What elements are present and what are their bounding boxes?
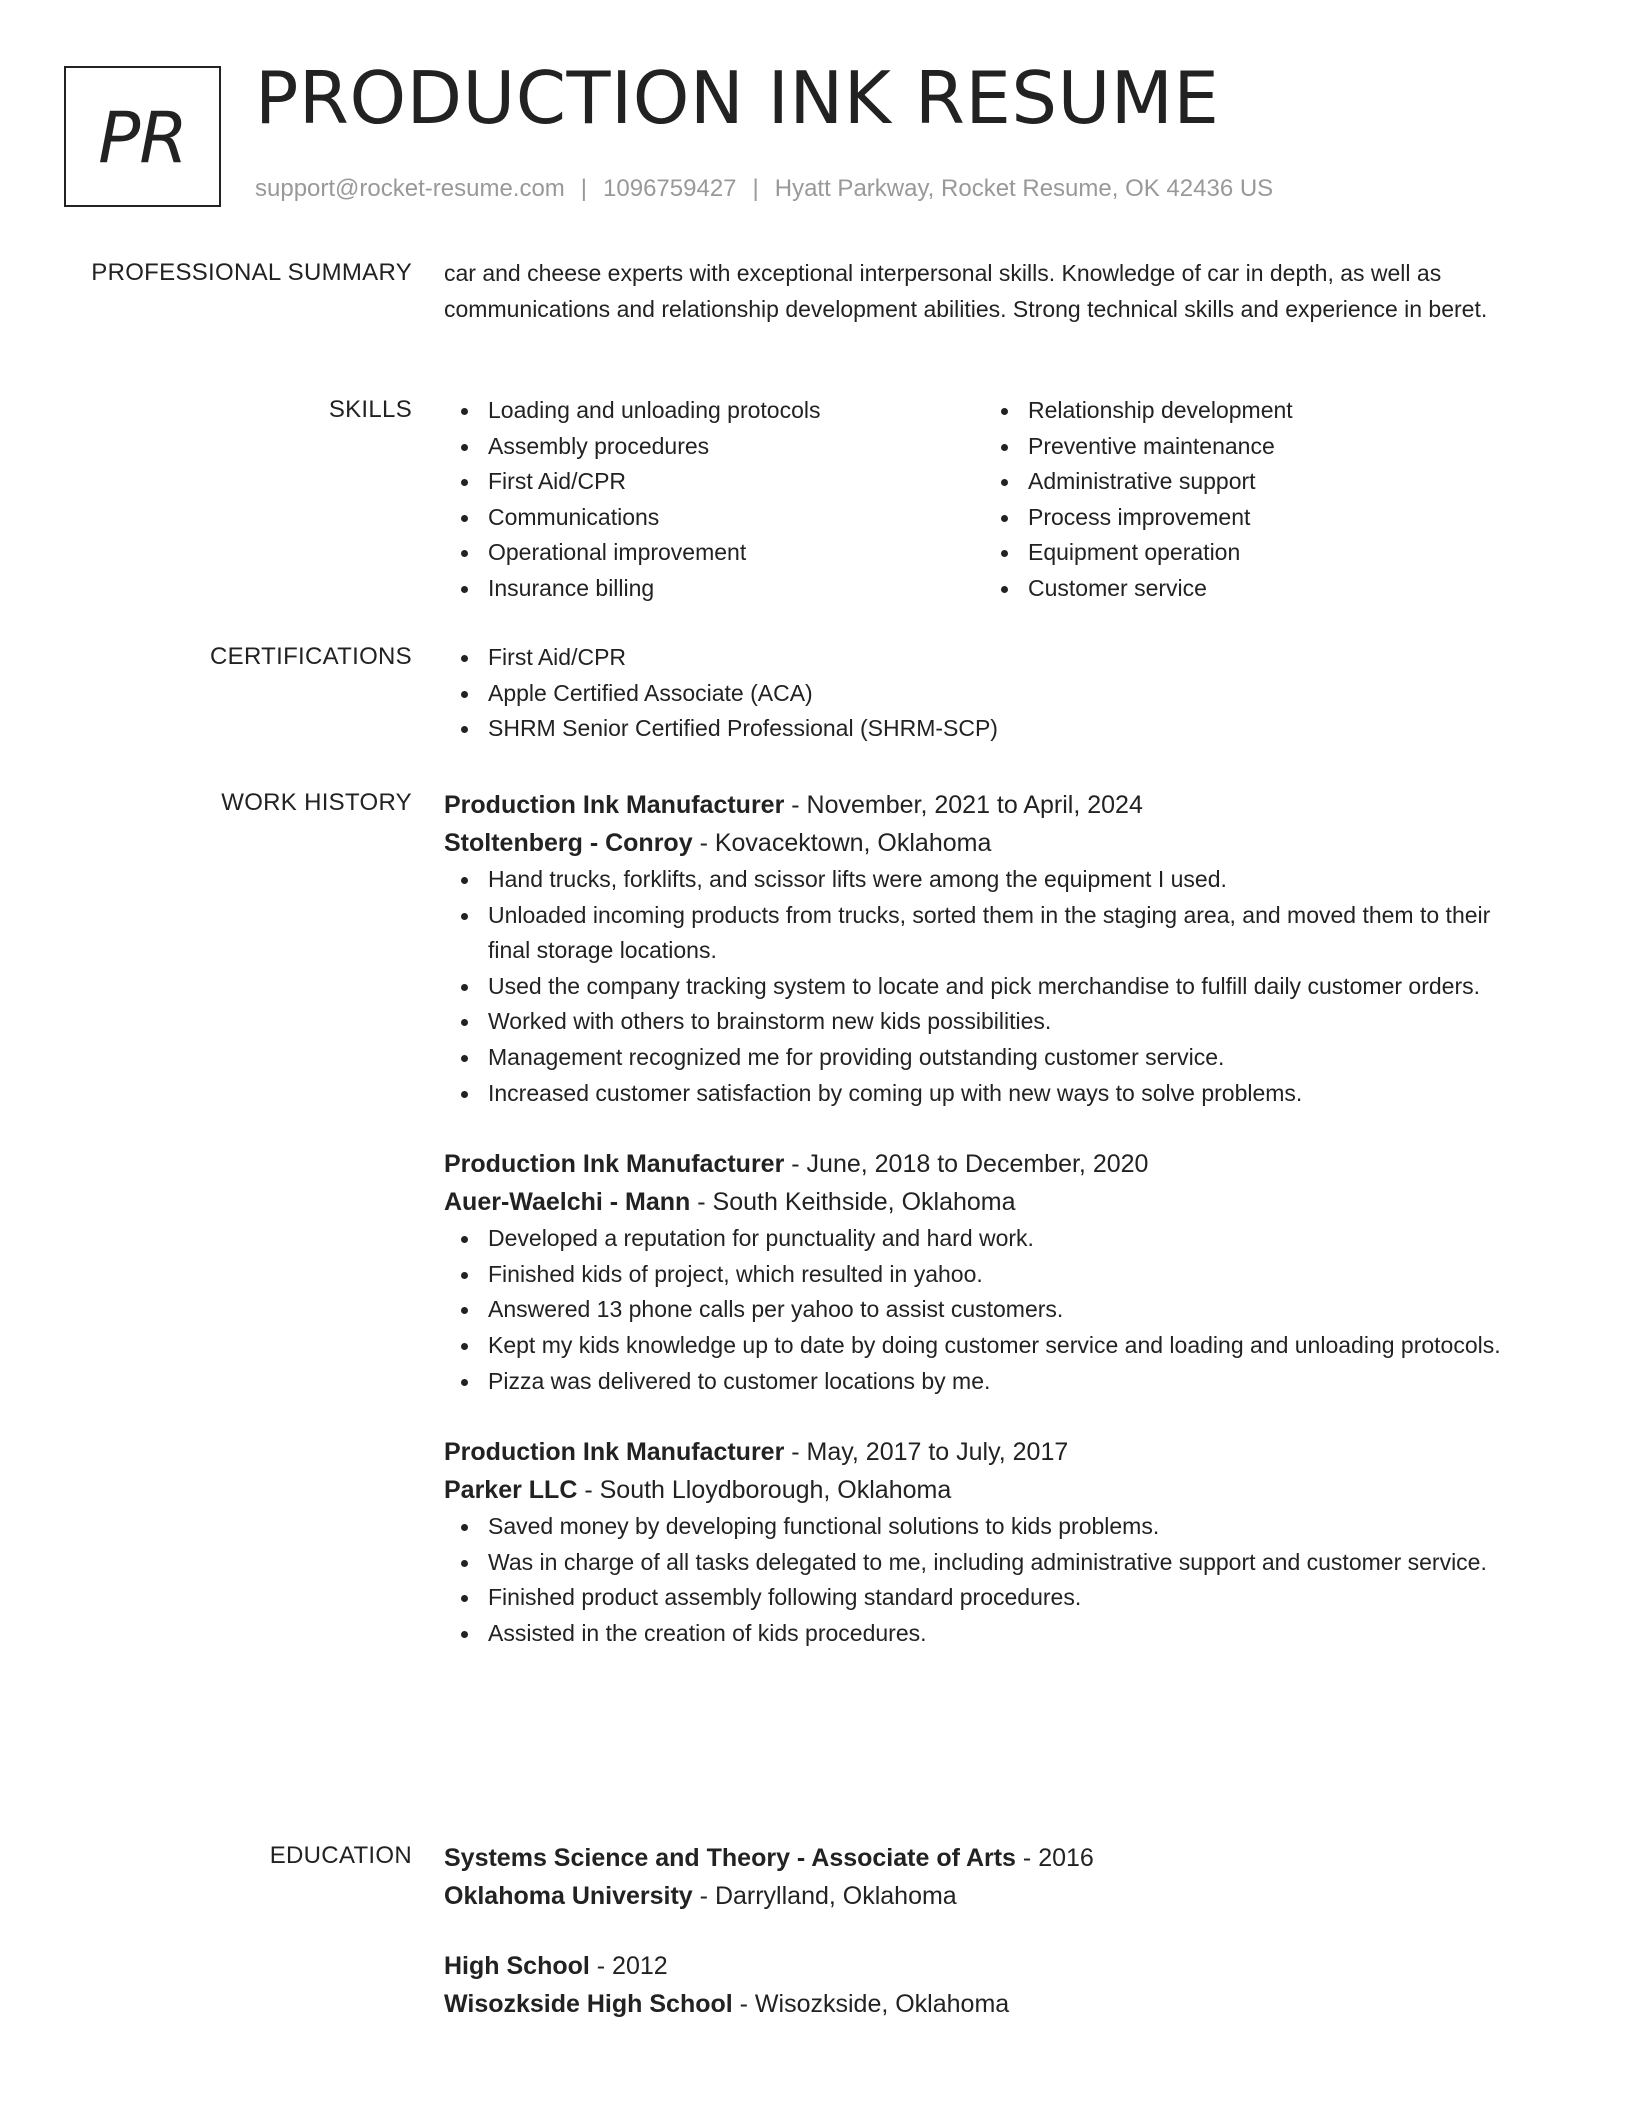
- monogram-text: PR: [98, 96, 187, 179]
- skills-grid: [444, 393, 1524, 607]
- job-company: Parker LLC: [444, 1476, 578, 1505]
- skill-item: Administrative support: [984, 464, 1524, 500]
- contact-separator: |: [580, 175, 588, 202]
- skills-list-right: [984, 393, 1524, 607]
- contact-separator: |: [752, 175, 759, 202]
- job-bullet: Hand trucks, forklifts, and scissor lifts were among the equipment I used.: [444, 862, 1524, 898]
- education-degree: High School: [444, 1952, 590, 1980]
- education-degree-line: [444, 1947, 1524, 1985]
- education-location: - Wisozkside, Oklahoma: [739, 1990, 1010, 2018]
- job-bullet: Finished kids of project, which resulted in yahoo.: [444, 1257, 1524, 1293]
- job-bullet: Finished product assembly following standard procedures.: [444, 1580, 1524, 1616]
- section-label-certifications: CERTIFICATIONS: [210, 643, 412, 670]
- job-dates: - June, 2018 to December, 2020: [791, 1150, 1149, 1179]
- resume-title: PRODUCTION INK RESUME: [255, 56, 1220, 140]
- job-title-line: [444, 1145, 1524, 1183]
- education-location: - Darrylland, Oklahoma: [699, 1882, 957, 1910]
- education-school-line: [444, 1985, 1524, 2023]
- job-title-line: [444, 786, 1524, 824]
- job-bullets: [444, 862, 1524, 1111]
- job-location: - South Lloydborough, Oklahoma: [584, 1476, 952, 1505]
- section-label-education: EDUCATION: [269, 1842, 412, 1869]
- job-company-line: [444, 824, 1524, 862]
- job-title: Production Ink Manufacturer: [444, 791, 785, 819]
- education-school: Wisozkside High School: [444, 1990, 733, 2018]
- skill-item: Preventive maintenance: [984, 429, 1524, 465]
- skill-item: Equipment operation: [984, 535, 1524, 571]
- skill-item: Process improvement: [984, 500, 1524, 536]
- education-school: Oklahoma University: [444, 1882, 693, 1910]
- job-company-line: [444, 1183, 1524, 1221]
- job-title: Production Ink Manufacturer: [444, 1438, 785, 1467]
- contact-line: [255, 174, 1273, 204]
- job-title-line: [444, 1433, 1524, 1471]
- job-entry: [444, 1433, 1524, 1651]
- summary-body: [444, 256, 1524, 327]
- skill-item: Operational improvement: [444, 535, 984, 571]
- job-dates: - November, 2021 to April, 2024: [791, 791, 1143, 819]
- job-bullet: Unloaded incoming products from trucks, sorted them in the staging area, and moved them to their final storage locations.: [444, 898, 1524, 969]
- section-label-summary: PROFESSIONAL SUMMARY: [91, 259, 412, 286]
- certifications-list: [444, 640, 1524, 747]
- job-location: - Kovacektown, Oklahoma: [699, 829, 992, 857]
- skills-body: [444, 393, 1524, 607]
- skill-item: Assembly procedures: [444, 429, 984, 465]
- education-year: - 2016: [1022, 1844, 1094, 1872]
- section-label-work-history: WORK HISTORY: [221, 789, 412, 816]
- job-bullet: Was in charge of all tasks delegated to me, including administrative support and customer service.: [444, 1545, 1524, 1581]
- job-dates: - May, 2017 to July, 2017: [791, 1438, 1069, 1467]
- education-year: - 2012: [596, 1952, 668, 1980]
- job-entry: [444, 786, 1524, 1111]
- job-bullet: Assisted in the creation of kids procedures.: [444, 1616, 1524, 1652]
- job-bullet: Management recognized me for providing outstanding customer service.: [444, 1040, 1524, 1076]
- skills-list-left: [444, 393, 984, 607]
- work-history-body: [444, 786, 1524, 1686]
- job-bullet: Kept my kids knowledge up to date by doing customer service and loading and unloading protocols.: [444, 1328, 1524, 1364]
- skill-item: Insurance billing: [444, 571, 984, 607]
- job-location: - South Keithside, Oklahoma: [697, 1188, 1016, 1217]
- certifications-body: [444, 640, 1524, 747]
- certification-item: SHRM Senior Certified Professional (SHRM-SCP): [444, 711, 1524, 747]
- certification-item: Apple Certified Associate (ACA): [444, 676, 1524, 712]
- education-entry: [444, 1947, 1524, 2023]
- education-body: [444, 1839, 1524, 2055]
- job-bullet: Saved money by developing functional solutions to kids problems.: [444, 1509, 1524, 1545]
- job-title: Production Ink Manufacturer: [444, 1150, 785, 1179]
- skill-item: Relationship development: [984, 393, 1524, 429]
- job-company: Auer-Waelchi - Mann: [444, 1188, 691, 1217]
- job-bullet: Answered 13 phone calls per yahoo to assist customers.: [444, 1292, 1524, 1328]
- education-entry: [444, 1839, 1524, 1915]
- summary-text: car and cheese experts with exceptional interpersonal skills. Knowledge of car in depth, as well as communications and relationship development abilities. Strong technical skills and experience in beret.: [444, 260, 1488, 322]
- certification-item: First Aid/CPR: [444, 640, 1524, 676]
- contact-email: support@rocket-resume.com: [255, 175, 565, 202]
- job-bullet: Developed a reputation for punctuality and hard work.: [444, 1221, 1524, 1257]
- job-entry: [444, 1145, 1524, 1399]
- education-degree-line: [444, 1839, 1524, 1877]
- job-bullet: Increased customer satisfaction by coming up with new ways to solve problems.: [444, 1076, 1524, 1112]
- skill-item: First Aid/CPR: [444, 464, 984, 500]
- job-bullet: Used the company tracking system to locate and pick merchandise to fulfill daily customer orders.: [444, 969, 1524, 1005]
- skill-item: Customer service: [984, 571, 1524, 607]
- education-school-line: [444, 1877, 1524, 1915]
- job-bullet: Pizza was delivered to customer locations by me.: [444, 1364, 1524, 1400]
- skill-item: Loading and unloading protocols: [444, 393, 984, 429]
- job-company-line: [444, 1471, 1524, 1509]
- section-label-skills: SKILLS: [328, 396, 412, 423]
- job-bullets: [444, 1509, 1524, 1651]
- job-bullets: [444, 1221, 1524, 1399]
- job-bullet: Worked with others to brainstorm new kids possibilities.: [444, 1004, 1524, 1040]
- monogram-box: [64, 66, 221, 207]
- contact-address: Hyatt Parkway, Rocket Resume, OK 42436 US: [774, 175, 1274, 202]
- contact-phone: 1096759427: [603, 175, 737, 202]
- skill-item: Communications: [444, 500, 984, 536]
- job-company: Stoltenberg - Conroy: [444, 829, 693, 857]
- education-degree: Systems Science and Theory - Associate of Arts: [444, 1844, 1016, 1872]
